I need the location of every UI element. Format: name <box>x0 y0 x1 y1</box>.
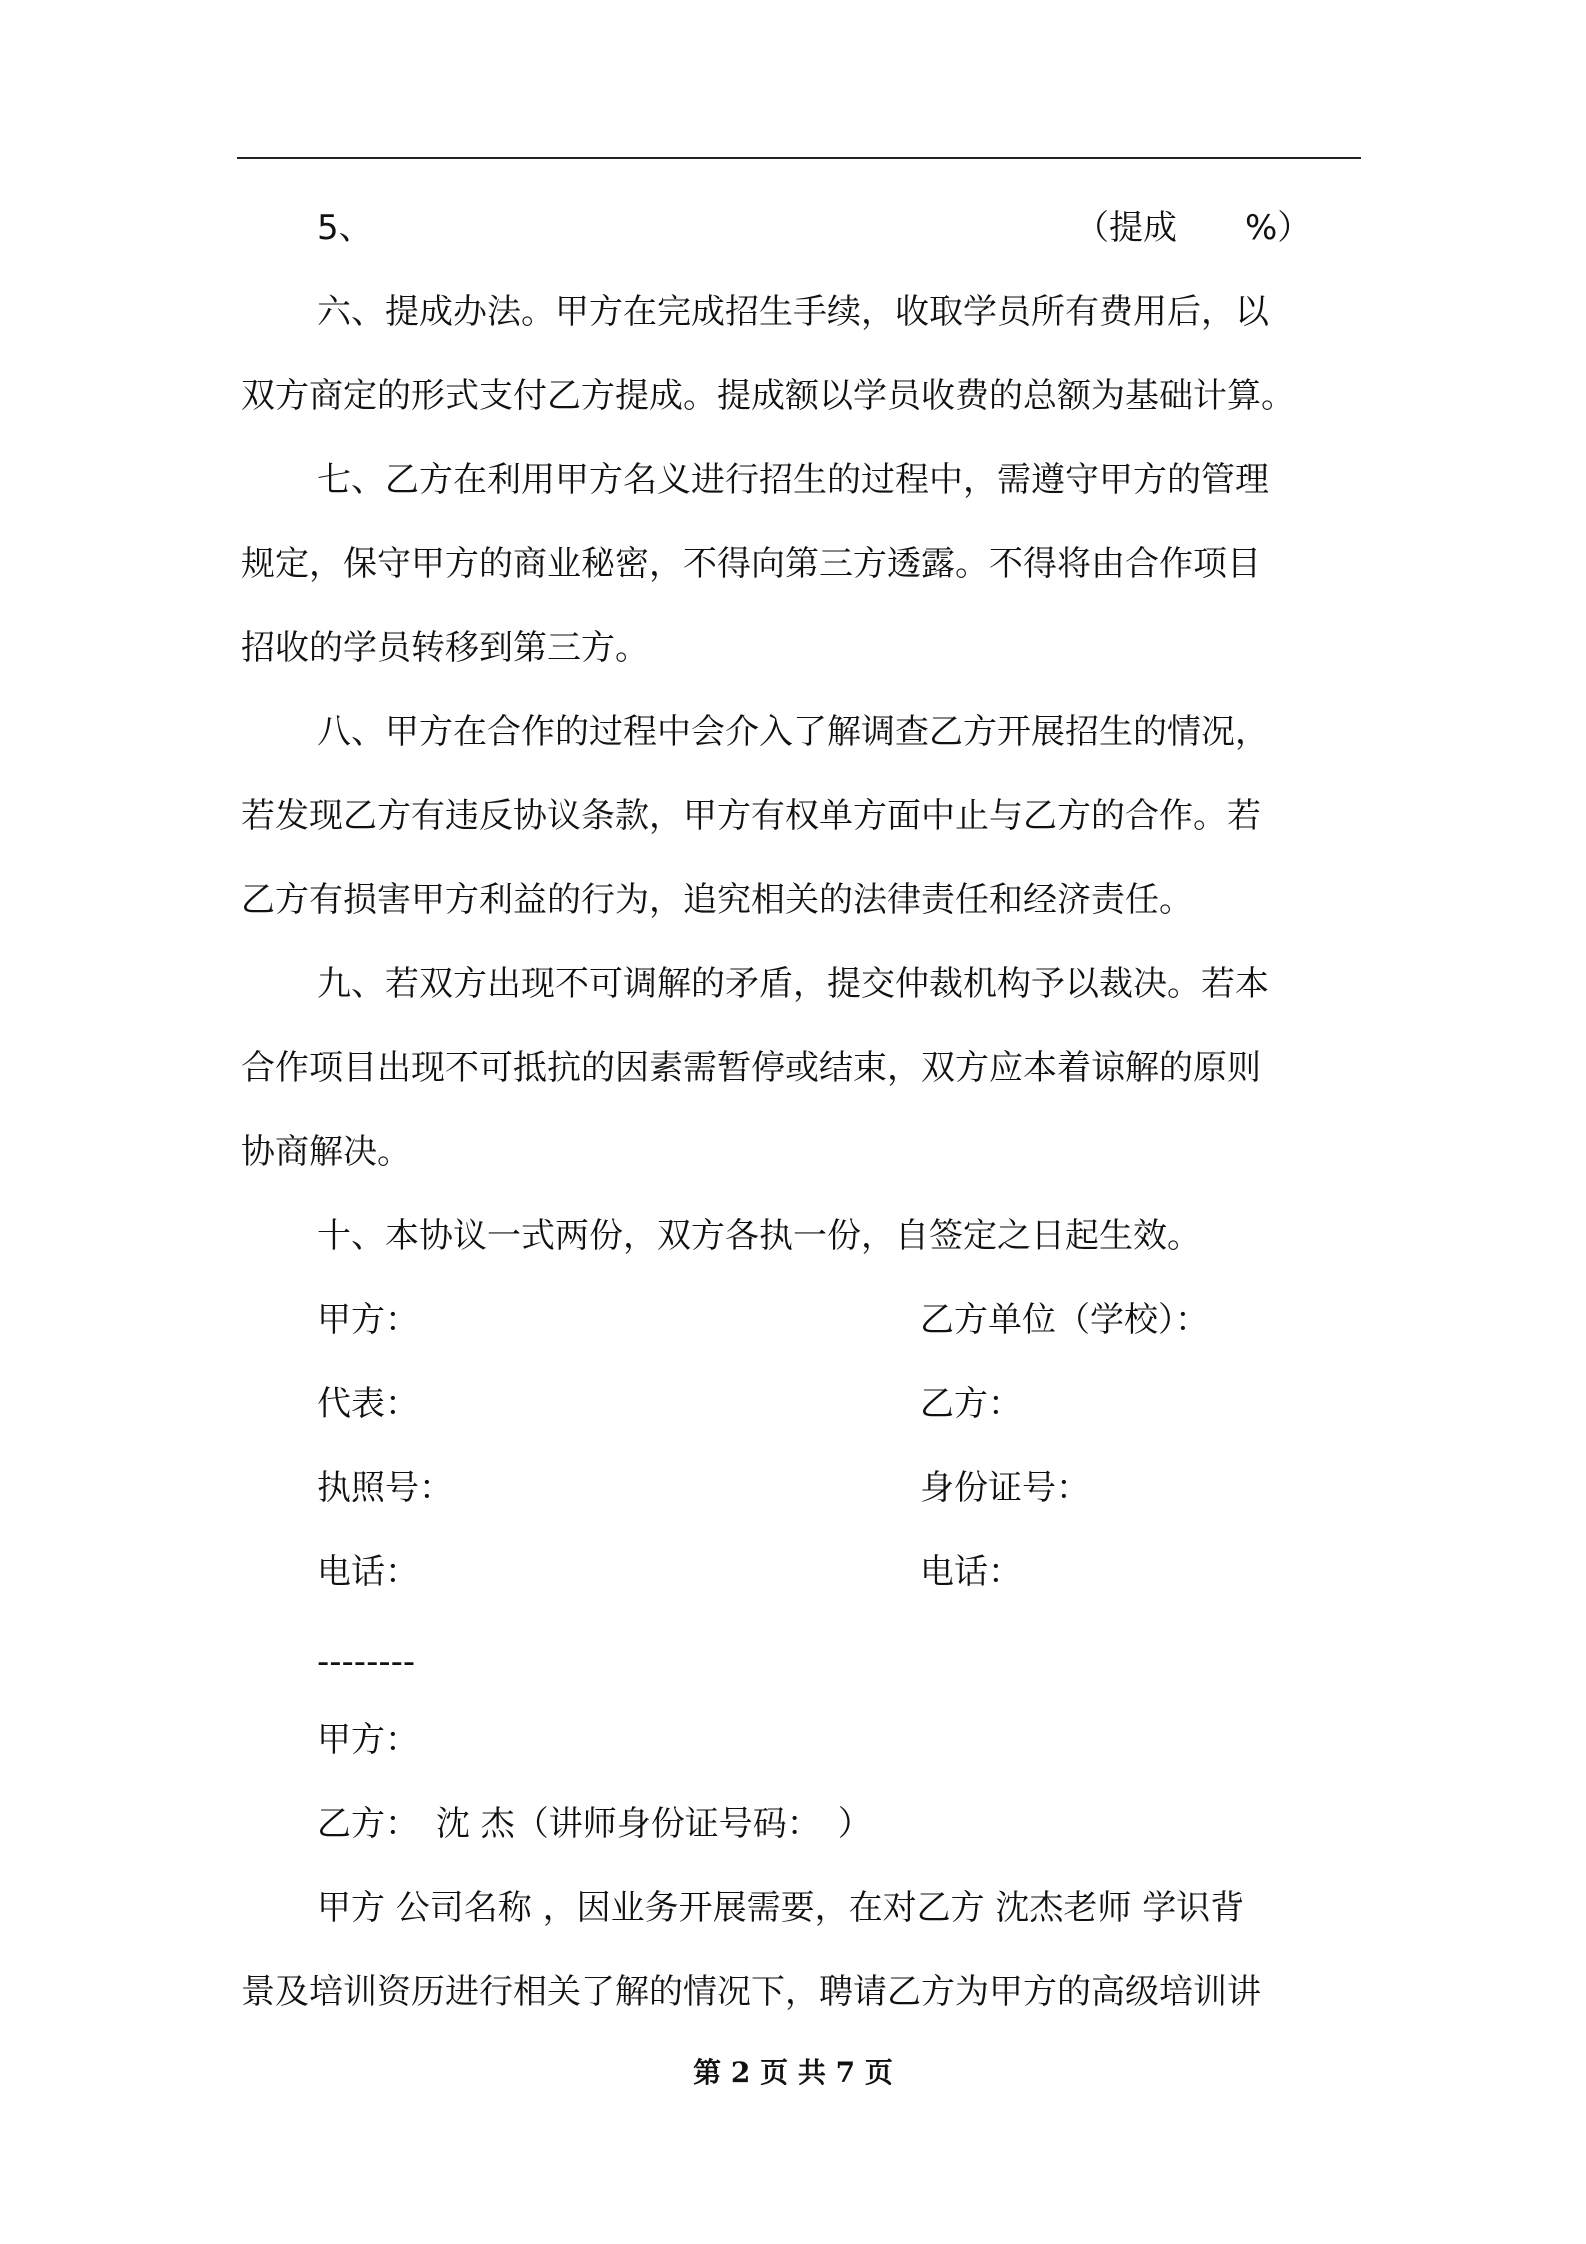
separator: -------- <box>317 1642 416 1682</box>
para9-line1: 九、若双方出现不可调解的矛盾，提交仲裁机构予以裁决。若本 <box>317 964 1269 1004</box>
para8-line1: 八、甲方在合作的过程中会介入了解调查乙方开展招生的情况， <box>317 712 1269 752</box>
sig-party-b-unit: 乙方单位（学校）： <box>920 1300 1209 1340</box>
sig-phone-b: 电话： <box>920 1552 1022 1592</box>
para9-line3: 协商解决。 <box>241 1132 411 1172</box>
para9-line2: 合作项目出现不可抵抗的因素需暂停或结束，双方应本着谅解的原则 <box>241 1048 1261 1088</box>
contract2-party-a: 甲方： <box>317 1720 419 1760</box>
sig-party-b: 乙方： <box>920 1384 1022 1424</box>
sig-phone-a: 电话： <box>317 1552 419 1592</box>
para8-line2: 若发现乙方有违反协议条款，甲方有权单方面中止与乙方的合作。若 <box>241 796 1261 836</box>
sig-id-no: 身份证号： <box>920 1468 1090 1508</box>
sig-representative: 代表： <box>317 1384 419 1424</box>
header-rule <box>237 157 1361 159</box>
para7-line2: 规定，保守甲方的商业秘密，不得向第三方透露。不得将由合作项目 <box>241 544 1261 584</box>
para7-line1: 七、乙方在利用甲方名义进行招生的过程中，需遵守甲方的管理 <box>317 460 1269 500</box>
item-5-number: 5、 <box>317 208 373 248</box>
para8-line3: 乙方有损害甲方利益的行为，追究相关的法律责任和经济责任。 <box>241 880 1193 920</box>
page-number: 第 2 页 共 7 页 <box>693 2056 893 2089</box>
contract2-party-b: 乙方： 沈 杰（讲师身份证号码： ） <box>317 1804 872 1844</box>
sig-party-a: 甲方： <box>317 1300 419 1340</box>
item-5-commission: （提成 %） <box>1075 208 1312 248</box>
para10-line1: 十、本协议一式两份，双方各执一份，自签定之日起生效。 <box>317 1216 1201 1256</box>
para6-line1: 六、提成办法。甲方在完成招生手续，收取学员所有费用后，以 <box>317 292 1269 332</box>
contract2-line1: 甲方 公司名称 ，因业务开展需要，在对乙方 沈杰老师 学识背 <box>317 1888 1245 1928</box>
para6-line2: 双方商定的形式支付乙方提成。提成额以学员收费的总额为基础计算。 <box>241 376 1295 416</box>
para7-line3: 招收的学员转移到第三方。 <box>241 628 649 668</box>
contract2-line2: 景及培训资历进行相关了解的情况下，聘请乙方为甲方的高级培训讲 <box>241 1972 1261 2012</box>
sig-license-no: 执照号： <box>317 1468 453 1508</box>
